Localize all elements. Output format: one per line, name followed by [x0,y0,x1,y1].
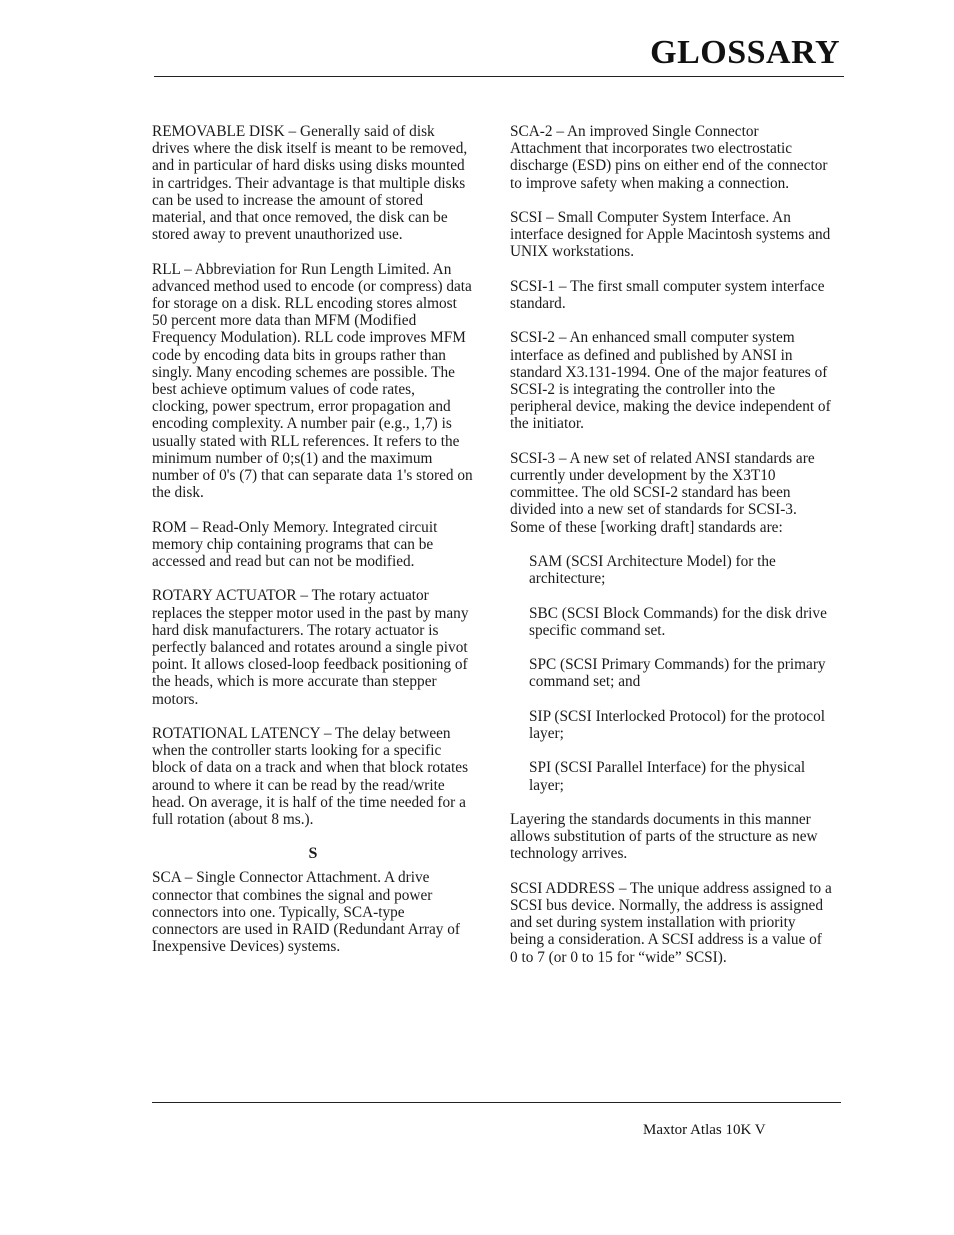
page-title: GLOSSARY [650,34,840,71]
glossary-entry-rotational-latency: ROTATIONAL LATENCY – The delay between when the controller starts looking for a specific block of data on a track and when that block rotates around to where it can be read by the read/write head. On average, it is half of the time needed for a full rotation (about 8 ms.). [152,725,469,829]
standard-item-spi: SPI (SCSI Parallel Interface) for the physical layer; [529,759,806,794]
section-letter-heading: S [308,845,318,863]
left-column [152,123,474,973]
footer-product-name: Maxtor Atlas 10K V [643,1122,766,1138]
footer-divider [152,1102,841,1103]
glossary-entry-scsi-3: SCSI-3 – A new set of related ANSI standards are currently under development by the X3T10 committee. The old SCSI-2 standard has been divided into a new set of standards for SCSI-3. Some of these [working draft] standards are: [510,449,815,536]
glossary-entry-sca-2: SCA-2 – An improved Single Connector Attachment that incorporates two electrostatic discharge (ESD) pins on either end of the connector to improve safety when making a connection. [510,123,828,192]
header-divider [154,76,844,77]
glossary-entry-rotary-actuator: ROTARY ACTUATOR – The rotary actuator replaces the stepper motor used in the past by many hard disk manufacturers. The rotary actuator is perfectly balanced and rotates around a single pivot point. It allows closed-loop feedback positioning of the heads, which is more accurate than stepper motors. [152,587,469,708]
glossary-entry-scsi: SCSI – Small Computer System Interface. An interface designed for Apple Macintosh systems and UNIX workstations. [510,209,831,261]
glossary-entry-scsi-address: SCSI ADDRESS – The unique address assigned to a SCSI bus device. Normally, the address is assigned and set during system installation with priority being a consideration. A SCSI address is a value of 0 to 7 (or 0 to 15 for “wide” SCSI). [510,879,832,966]
glossary-entry-sca: SCA – Single Connector Attachment. A drive connector that combines the signal and power connectors into one. Typically, SCA-type connectors are used in RAID (Redundant Array of Inexpensive Devices) systems. [152,869,460,956]
glossary-entry-removable-disk: REMOVABLE DISK – Generally said of disk drives where the disk itself is meant to be removed, and in particular of hard disks using disks mounted in cartridges. Their advantage is that multiple disks can be used to increase the amount of stored material, and that once removed, the disk can be stored away to prevent unauthorized use. [152,123,468,244]
standard-item-sip: SIP (SCSI Interlocked Protocol) for the protocol layer; [529,707,825,742]
right-column [510,123,832,983]
standard-item-sbc: SBC (SCSI Block Commands) for the disk drive specific command set. [529,604,827,639]
layering-paragraph: Layering the standards documents in this manner allows substitution of parts of the structure as new technology arrives. [510,810,818,863]
standard-item-spc: SPC (SCSI Primary Commands) for the primary command set; and [529,656,826,691]
glossary-entry-rll: RLL – Abbreviation for Run Length Limited. An advanced method used to encode (or compress) data for storage on a disk. RLL encoding stores almost 50 percent more data than MFM (Modified Frequency Modulation). RLL code improves MFM code by encoding data bits in groups rather than singly. Many encoding schemes are possible. The best achieve optimum values of code rates, clocking, power spectrum, error propagation and encoding complexity. A number pair (e.g., 1,7) is usually stated with RLL references. It refers to the minimum number of 0;s(1) and the maximum number of 0's (7) that can separate data 1's stored on the disk. [152,260,473,502]
glossary-entry-scsi-1: SCSI-1 – The first small computer system interface standard. [510,277,825,312]
glossary-entry-rom: ROM – Read-Only Memory. Integrated circuit memory chip containing programs that can be accessed and read but can not be modified. [152,518,438,571]
glossary-entry-scsi-2: SCSI-2 – An enhanced small computer system interface as defined and published by ANSI in standard X3.131-1994. One of the major features of SCSI-2 is integrating the controller into the peripheral device, making the device independent of the initiator. [510,329,831,433]
standard-item-sam: SAM (SCSI Architecture Model) for the architecture; [529,553,776,588]
